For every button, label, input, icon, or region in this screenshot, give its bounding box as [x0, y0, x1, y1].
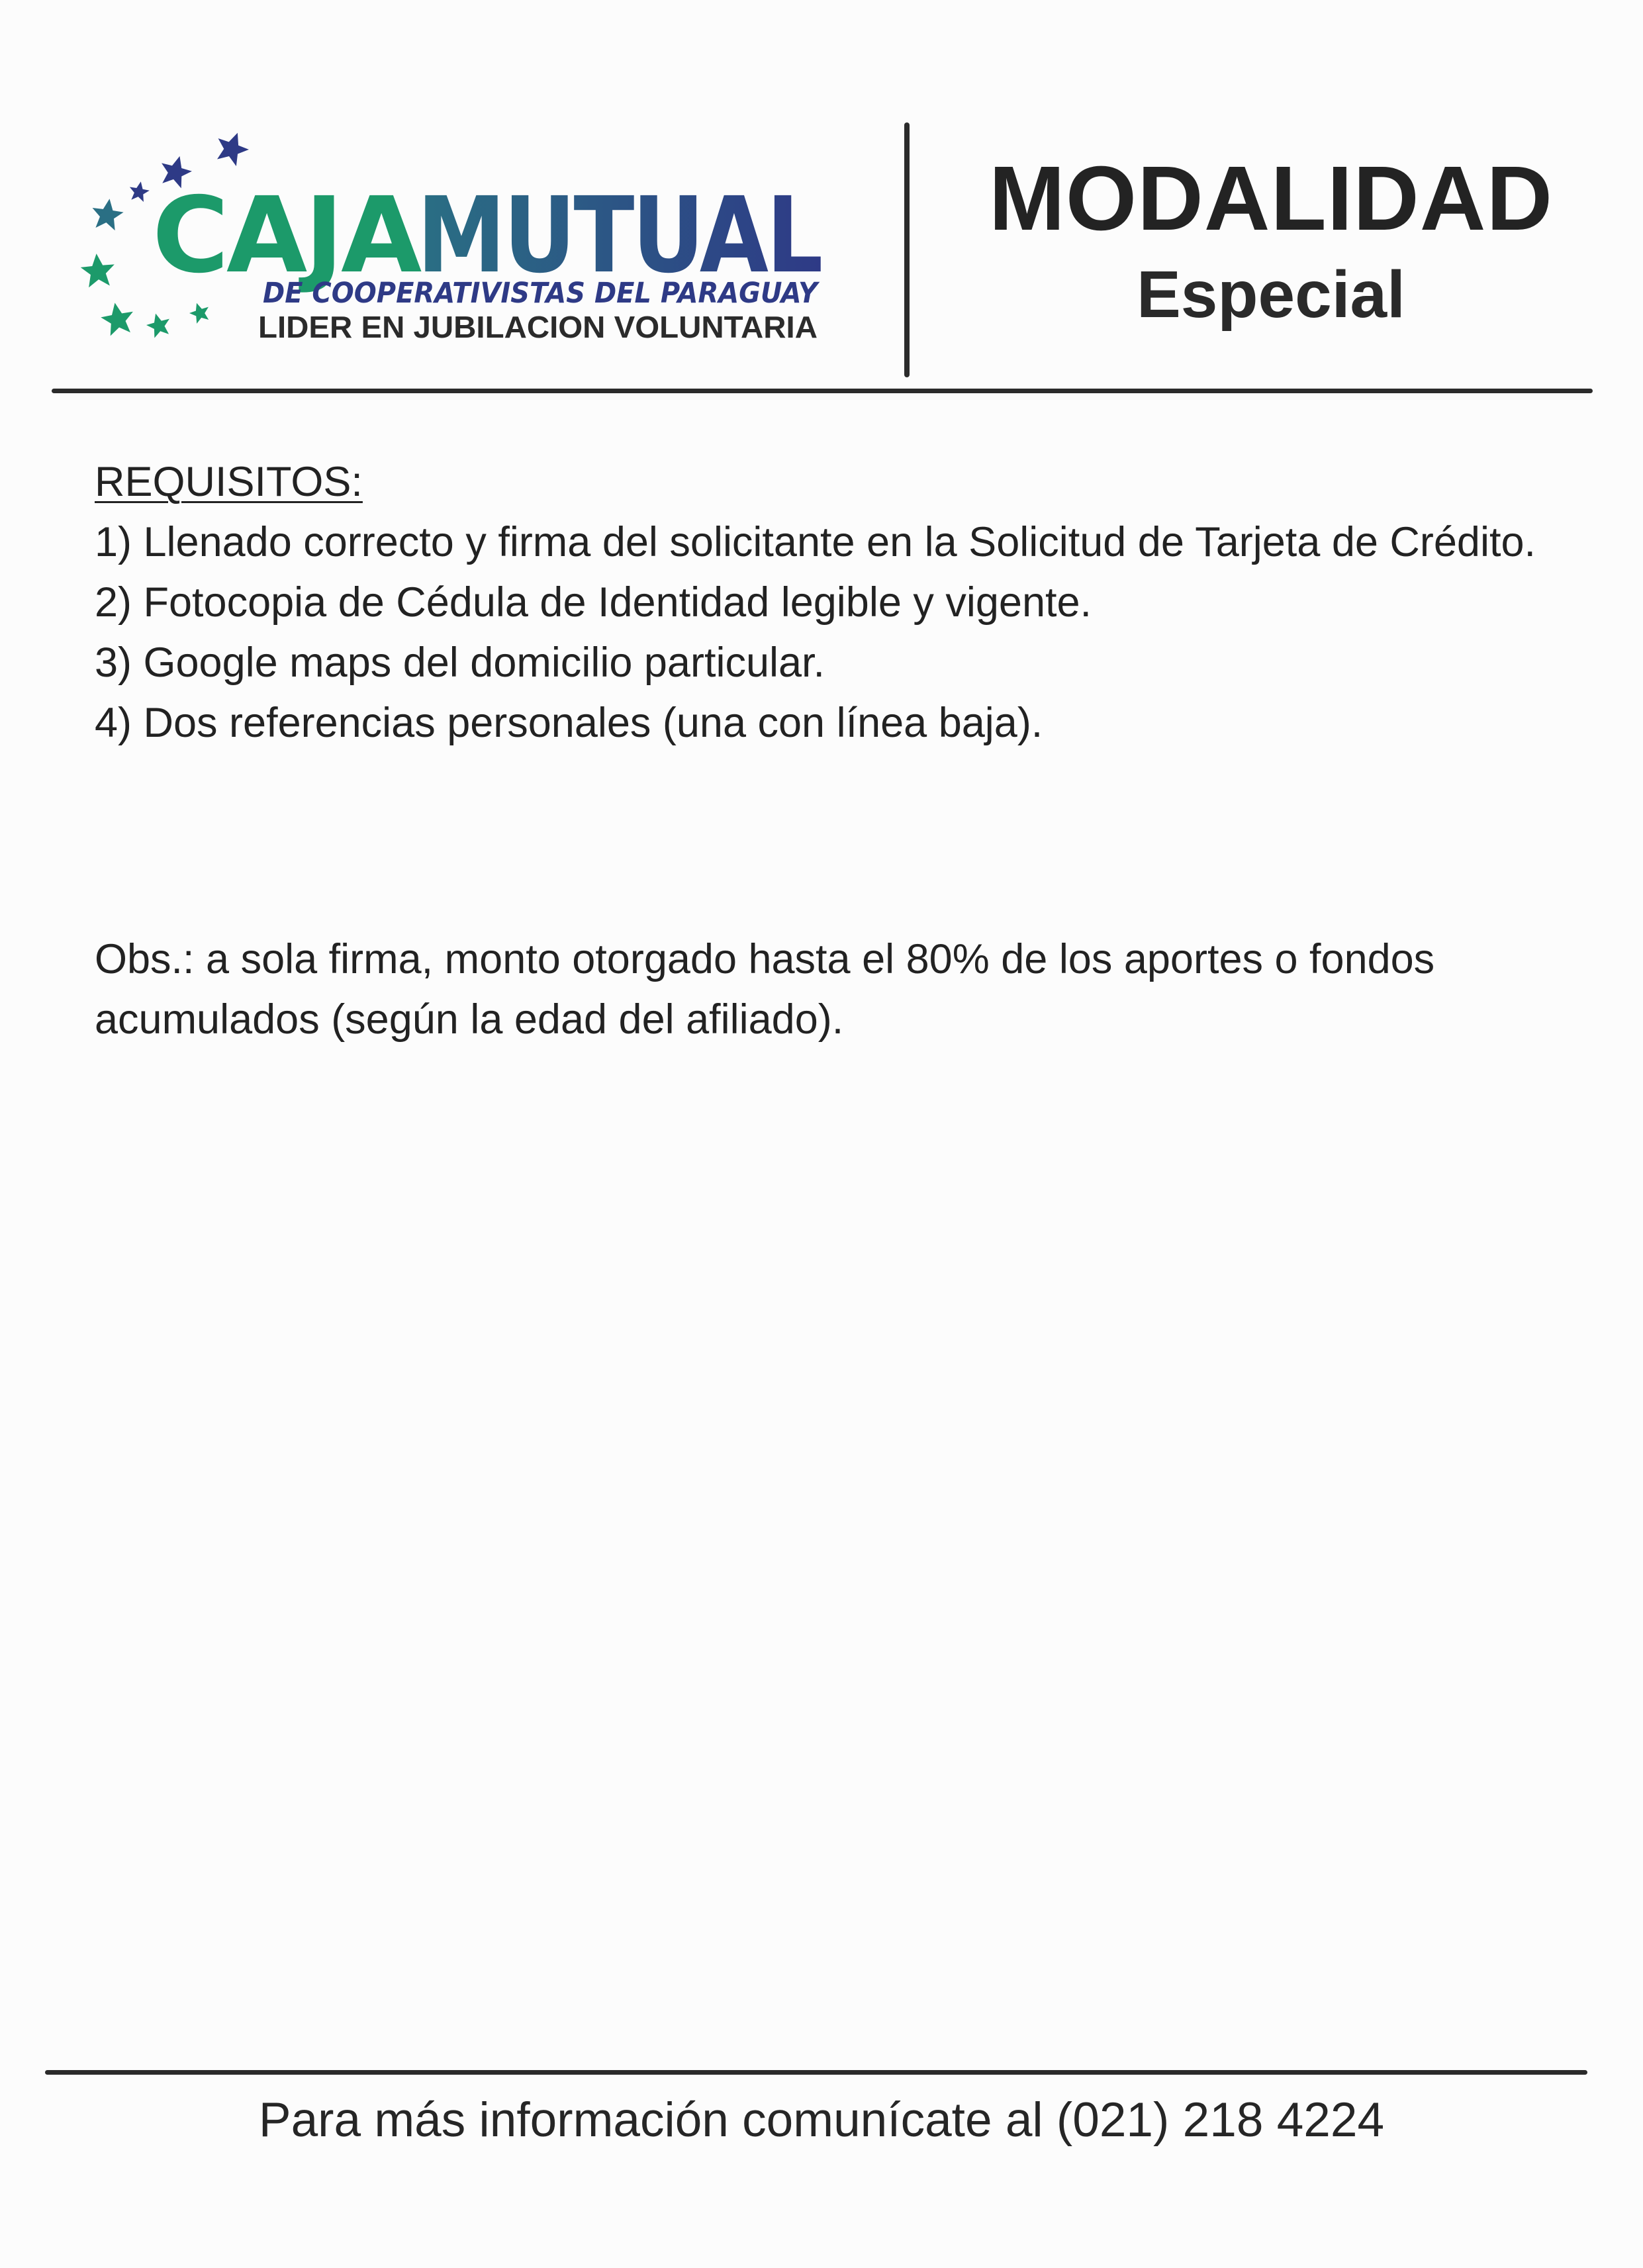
logo-subtitle: DE COOPERATIVISTAS DEL PARAGUAY: [263, 277, 820, 310]
requirements-section: [95, 452, 1577, 753]
requirement-item: 2) Fotocopia de Cédula de Identidad legible y vigente.: [95, 579, 1092, 626]
footer-rule: [45, 2070, 1587, 2075]
header-divider: [904, 122, 910, 377]
footer-contact: Para más información comunícate al (021) 218 4224: [258, 2093, 1385, 2147]
header-rule: [52, 389, 1593, 393]
header-modality: [914, 149, 1628, 334]
page-title: MODALIDAD: [988, 148, 1554, 250]
requirement-item: 1) Llenado correcto y firma del solicitante en la Solicitud de Tarjeta de Crédito.: [95, 519, 1536, 565]
requirements-heading: REQUISITOS:: [95, 459, 363, 505]
caja-mutual-logo: [66, 129, 834, 354]
requirement-item: 4) Dos referencias personales (una con línea baja).: [95, 700, 1043, 746]
logo-word-mutual: MUTUAL: [417, 175, 822, 297]
logo-tagline: LIDER EN JUBILACION VOLUNTARIA: [258, 310, 818, 344]
requirement-item: 3) Google maps del domicilio particular.: [95, 639, 825, 686]
observation-note: Obs.: a sola firma, monto otorgado hasta el 80% de los aportes o fondos acumulados (según la edad del afiliado).: [95, 936, 1435, 1043]
logo-word-caja: CAJA: [152, 175, 420, 297]
page-subtitle: Especial: [1137, 258, 1405, 332]
